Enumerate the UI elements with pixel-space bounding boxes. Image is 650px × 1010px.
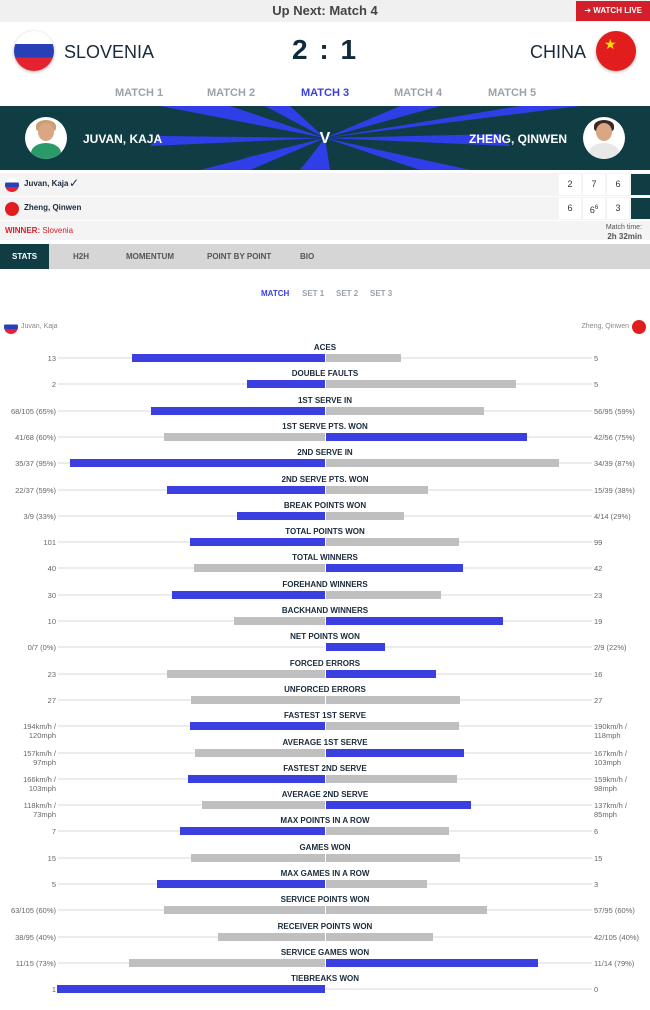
stat-label: FASTEST 1ST SERVE xyxy=(283,711,367,721)
stat-label: TOTAL POINTS WON xyxy=(285,527,365,537)
stat-left-value: 11/15 (73%) xyxy=(15,958,56,968)
stat-row xyxy=(0,498,650,524)
right-player-bar xyxy=(326,486,428,494)
right-player-bar xyxy=(326,854,460,862)
right-player-bar xyxy=(326,380,516,388)
stat-row xyxy=(0,629,650,655)
stat-row xyxy=(0,603,650,629)
winner-check-icon: ✓ xyxy=(69,176,80,190)
stat-left-value: 118km/h / 73mph xyxy=(23,801,56,820)
right-player-bar xyxy=(326,643,385,651)
right-player-bar xyxy=(326,749,464,757)
stat-right-value: 56/95 (59%) xyxy=(594,406,635,416)
stat-label: TIEBREAKS WON xyxy=(291,974,359,984)
stat-right-value: 15/39 (38%) xyxy=(594,485,635,495)
right-player-bar xyxy=(326,696,460,704)
match-time-label: Match time: xyxy=(605,224,642,231)
stat-left-value: 101 xyxy=(43,538,56,548)
stat-left-value: 40 xyxy=(47,564,56,574)
stat-label: 2ND SERVE PTS. WON xyxy=(281,474,369,484)
serve-indicator xyxy=(631,174,650,195)
stat-row xyxy=(0,393,650,419)
stat-label: 2ND SERVE IN xyxy=(297,448,353,458)
stat-row xyxy=(0,971,650,997)
left-player-bar xyxy=(195,749,325,757)
china-flag-icon xyxy=(632,320,646,334)
stats-tab[interactable]: H2H xyxy=(73,252,90,261)
stat-row xyxy=(0,813,650,839)
stat-right-value: 16 xyxy=(594,669,603,679)
stat-left-value: 13 xyxy=(47,354,56,363)
stat-right-value: 0 xyxy=(594,985,599,995)
right-player-bar xyxy=(326,880,427,888)
left-player-bar xyxy=(167,486,325,494)
set-tabs xyxy=(0,289,650,301)
stats-tab[interactable]: BIO xyxy=(300,252,315,261)
stat-left-value: 30 xyxy=(47,590,56,600)
right-player-bar xyxy=(326,617,503,625)
stat-label: DOUBLE FAULTS xyxy=(291,369,359,379)
home-team-name: SLOVENIA xyxy=(64,42,155,62)
stat-left-value: 22/37 (59%) xyxy=(15,485,56,495)
stat-row xyxy=(0,787,650,820)
left-player-bar xyxy=(247,380,325,388)
stat-right-value: 42/56 (75%) xyxy=(594,432,635,442)
stats-tab[interactable]: POINT BY POINT xyxy=(207,252,272,261)
versus-label: V xyxy=(319,130,331,147)
right-player-bar xyxy=(326,459,559,467)
right-player-bar xyxy=(326,933,433,941)
set-player-name: Zheng, Qinwen xyxy=(24,203,82,212)
match-tab[interactable]: MATCH 1 xyxy=(115,87,164,99)
left-player-bar xyxy=(194,564,325,572)
stat-left-value: 3/9 (33%) xyxy=(23,511,56,521)
left-player-name: Juvan, Kaja xyxy=(21,323,58,330)
china-flag-icon xyxy=(5,202,19,216)
serve-indicator xyxy=(631,198,650,219)
stat-label: NET POINTS WON xyxy=(290,632,360,642)
winner-label: WINNER: xyxy=(5,226,41,235)
stat-left-value: 23 xyxy=(47,669,56,679)
match-time-value: 2h 32min xyxy=(607,232,642,241)
stat-row xyxy=(0,340,650,366)
set-score: 2 xyxy=(559,174,581,195)
winner-value: Slovenia xyxy=(42,226,74,235)
stat-left-value: 194km/h / 120mph xyxy=(23,722,56,741)
stat-left-value: 35/37 (95%) xyxy=(15,459,56,469)
stat-left-value: 166km/h / 103mph xyxy=(23,774,56,793)
set-row-player2 xyxy=(0,197,650,220)
stat-row xyxy=(0,366,650,392)
stat-right-value: 5 xyxy=(594,380,599,390)
stat-row xyxy=(0,866,650,892)
set-score: 6 xyxy=(559,198,581,219)
set-player-name: Juvan, Kaja xyxy=(24,179,69,188)
stats-tab[interactable]: MOMENTUM xyxy=(126,252,174,261)
stat-right-value: 159km/h / 98mph xyxy=(594,774,627,793)
stat-left-value: 41/68 (60%) xyxy=(15,432,56,442)
right-player-bar xyxy=(326,538,459,546)
stat-right-value: 42 xyxy=(594,564,603,574)
left-player-bar xyxy=(190,722,325,730)
stat-right-value: 23 xyxy=(594,590,603,600)
right-player-bar xyxy=(326,591,441,599)
set-score-value: 6 xyxy=(589,205,595,215)
up-next-text: Up Next: Match 4 xyxy=(272,3,378,18)
stat-row xyxy=(0,919,650,945)
left-player-bar xyxy=(172,591,325,599)
stat-row xyxy=(0,892,650,918)
right-player-bar xyxy=(326,827,449,835)
stat-left-value: 2 xyxy=(51,380,56,390)
stat-right-value: 190km/h / 118mph xyxy=(594,722,627,741)
match-tab[interactable]: MATCH 3 xyxy=(301,87,350,99)
stat-right-value: 15 xyxy=(594,853,603,863)
players-legend xyxy=(0,320,650,334)
stat-left-value: 15 xyxy=(47,853,56,863)
stat-left-value: 157km/h / 97mph xyxy=(23,748,56,767)
left-player-bar xyxy=(157,880,325,888)
set-score: 6 xyxy=(607,174,629,195)
winner-text xyxy=(5,226,73,235)
left-player-bar xyxy=(164,433,325,441)
stat-label: UNFORCED ERRORS xyxy=(284,684,366,694)
stat-left-value: 38/95 (40%) xyxy=(15,932,56,942)
left-player-bar xyxy=(218,933,325,941)
right-player-bar xyxy=(326,433,527,441)
team-score: 2 : 1 xyxy=(291,34,359,65)
stats-tab-bar xyxy=(0,244,650,269)
right-player-bar xyxy=(326,775,457,783)
stat-label: BACKHAND WINNERS xyxy=(281,606,369,615)
right-player-bar xyxy=(326,722,459,730)
player2-avatar xyxy=(583,117,625,159)
stat-row xyxy=(0,735,650,767)
stat-right-value: 5 xyxy=(594,354,599,363)
stat-right-value: 137km/h / 85mph xyxy=(594,801,627,820)
china-flag-icon: ★ xyxy=(596,31,636,71)
match-tab[interactable]: MATCH 5 xyxy=(488,87,537,99)
set-row-player1 xyxy=(0,173,650,196)
stat-label: 1ST SERVE IN xyxy=(297,395,353,405)
stat-label: AVERAGE 2ND SERVE xyxy=(281,790,369,800)
stat-row xyxy=(0,945,650,971)
slovenia-flag-icon xyxy=(4,320,18,334)
match-tab[interactable]: MATCH 4 xyxy=(394,87,443,99)
slovenia-flag-icon xyxy=(5,178,19,192)
left-player-bar xyxy=(57,985,325,993)
match-tab[interactable]: MATCH 2 xyxy=(207,87,256,99)
stat-track xyxy=(326,988,592,990)
stat-right-value: 19 xyxy=(594,617,603,626)
left-player-bar xyxy=(234,617,325,625)
right-player-bar xyxy=(326,959,538,967)
stat-left-value: 7 xyxy=(51,827,56,837)
winner-row xyxy=(0,221,650,240)
up-next-bar xyxy=(0,0,650,22)
left-player-bar xyxy=(164,906,325,914)
stat-label: RECEIVER POINTS WON xyxy=(277,921,373,931)
stat-left-value: 63/105 (60%) xyxy=(10,906,56,916)
stat-label: FOREHAND WINNERS xyxy=(282,579,368,589)
stat-label: ACES xyxy=(313,343,337,352)
stat-row xyxy=(0,840,650,866)
stat-right-value: 4/14 (29%) xyxy=(594,511,631,521)
stat-label: BREAK POINTS WON xyxy=(283,500,367,510)
match-tabs xyxy=(0,87,650,103)
stat-right-value: 34/39 (87%) xyxy=(594,459,635,469)
stat-row xyxy=(0,445,650,471)
right-player-bar xyxy=(326,670,436,678)
right-player-bar xyxy=(326,407,484,415)
right-player-bar xyxy=(326,564,463,572)
stat-right-value: 57/95 (60%) xyxy=(594,906,635,916)
left-player-bar xyxy=(180,827,325,835)
left-player-bar xyxy=(188,775,325,783)
stats-tab[interactable]: STATS xyxy=(0,244,49,269)
watch-live-button[interactable]: ➔ WATCH LIVE xyxy=(576,1,650,21)
stat-label: GAMES WON xyxy=(299,842,351,852)
right-player-bar xyxy=(326,512,404,520)
stat-left-value: 5 xyxy=(51,880,56,889)
set-tab[interactable]: MATCH xyxy=(261,289,290,298)
stat-right-value: 11/14 (79%) xyxy=(594,958,635,968)
stat-left-value: 68/105 (65%) xyxy=(10,406,56,416)
stat-right-value: 99 xyxy=(594,538,603,548)
left-player-bar xyxy=(202,801,325,809)
stat-label: TOTAL WINNERS xyxy=(292,553,358,563)
stat-row xyxy=(0,682,650,708)
stat-row xyxy=(0,708,650,741)
stat-label: FORCED ERRORS xyxy=(289,658,361,668)
stat-right-value: 27 xyxy=(594,695,603,705)
stat-track xyxy=(58,646,325,648)
left-player-bar xyxy=(151,407,325,415)
stat-label: MAX GAMES IN A ROW xyxy=(280,869,370,878)
player1-name: JUVAN, KAJA xyxy=(83,132,163,146)
right-player-name: Zheng, Qinwen xyxy=(581,323,629,330)
right-player-bar xyxy=(326,906,487,914)
stat-label: FASTEST 2ND SERVE xyxy=(283,763,367,773)
tiebreak-score: 6 xyxy=(594,205,599,211)
player-banner xyxy=(0,106,650,170)
stat-right-value: 42/105 (40%) xyxy=(594,932,640,942)
set-tab[interactable]: SET 2 xyxy=(336,289,359,298)
left-player-bar xyxy=(237,512,325,520)
stat-row xyxy=(0,577,650,603)
set-tab[interactable]: SET 3 xyxy=(370,289,393,298)
stat-right-value: 2/9 (22%) xyxy=(594,643,627,653)
stat-label: 1ST SERVE PTS. WON xyxy=(282,421,368,431)
stat-right-value: 3 xyxy=(594,880,599,889)
stat-left-value: 1 xyxy=(51,985,56,995)
set-score xyxy=(583,198,605,219)
stat-row xyxy=(0,419,650,445)
away-team-name: CHINA xyxy=(529,42,586,62)
stat-row xyxy=(0,761,650,793)
stat-left-value: 0/7 (0%) xyxy=(27,643,56,653)
stat-right-value: 6 xyxy=(594,827,599,837)
left-player-bar xyxy=(190,538,325,546)
right-player-bar xyxy=(326,801,471,809)
set-score: 7 xyxy=(583,174,605,195)
match-time xyxy=(606,223,642,242)
stat-row xyxy=(0,550,650,576)
stat-right-value: 167km/h / 103mph xyxy=(594,748,627,767)
stat-label: AVERAGE 1ST SERVE xyxy=(282,737,368,747)
stat-row xyxy=(0,656,650,682)
stat-row xyxy=(0,472,650,498)
left-player-bar xyxy=(191,854,325,862)
set-tab[interactable]: SET 1 xyxy=(302,289,325,298)
left-player-bar xyxy=(167,670,325,678)
stat-left-value: 10 xyxy=(47,617,56,626)
player2-name: ZHENG, QINWEN xyxy=(469,132,567,146)
set-score: 3 xyxy=(607,198,629,219)
left-player-bar xyxy=(191,696,325,704)
stat-row xyxy=(0,524,650,550)
left-player-bar xyxy=(129,959,325,967)
left-player-bar xyxy=(70,459,325,467)
stat-label: SERVICE GAMES WON xyxy=(280,947,370,957)
stat-label: MAX POINTS IN A ROW xyxy=(280,816,370,826)
stat-label: SERVICE POINTS WON xyxy=(280,895,370,905)
left-player-bar xyxy=(132,354,325,362)
stat-left-value: 27 xyxy=(47,695,56,705)
right-player-bar xyxy=(326,354,401,362)
